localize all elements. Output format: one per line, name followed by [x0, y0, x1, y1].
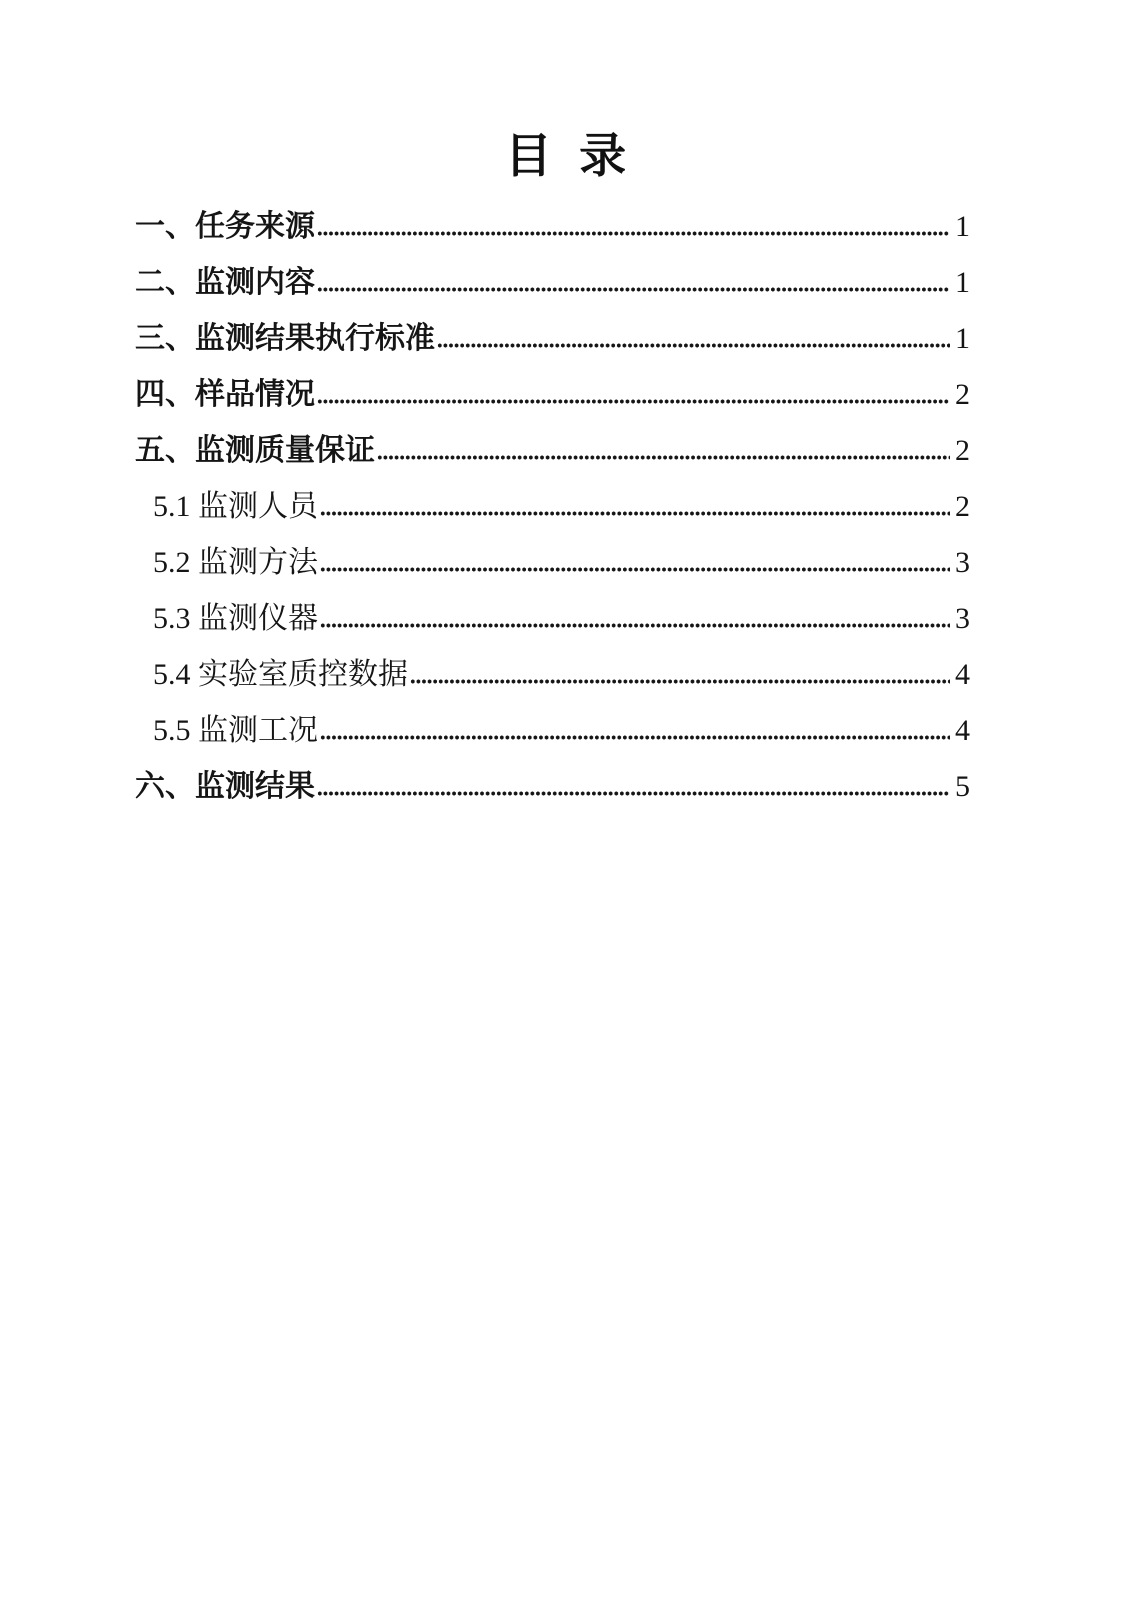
toc-dotted-leader [320, 623, 950, 628]
toc-page-number: 3 [955, 602, 970, 635]
toc-entry-label: 三、监测结果执行标准 [135, 322, 435, 355]
toc-page-number: 2 [955, 378, 970, 411]
toc-page-number: 1 [955, 210, 970, 243]
table-of-contents [0, 199, 1131, 815]
toc-dotted-leader [317, 231, 950, 236]
toc-entry-label: 五、监测质量保证 [135, 434, 375, 467]
toc-page-number: 5 [955, 770, 970, 803]
toc-page-number: 1 [955, 266, 970, 299]
toc-entry-label: 5.1 监测人员 [153, 490, 318, 523]
toc-page-number: 3 [955, 546, 970, 579]
toc-entry[interactable] [135, 591, 970, 647]
toc-entry[interactable] [135, 703, 970, 759]
toc-dotted-leader [317, 791, 950, 796]
toc-page-number: 4 [955, 658, 970, 691]
toc-dotted-leader [377, 455, 950, 460]
toc-dotted-leader [410, 679, 950, 684]
toc-entry[interactable] [135, 535, 970, 591]
page-title: 目录 [504, 131, 654, 183]
toc-entry[interactable] [135, 479, 970, 535]
toc-dotted-leader [317, 287, 950, 292]
toc-page-number: 1 [955, 322, 970, 355]
toc-entry[interactable] [135, 199, 970, 255]
toc-entry-label: 一、任务来源 [135, 210, 315, 243]
toc-entry-label: 二、监测内容 [135, 266, 315, 299]
toc-page-number: 2 [955, 434, 970, 467]
toc-entry[interactable] [135, 759, 970, 815]
toc-dotted-leader [320, 511, 950, 516]
toc-entry[interactable] [135, 367, 970, 423]
toc-entry[interactable] [135, 647, 970, 703]
toc-entry[interactable] [135, 255, 970, 311]
toc-page-number: 2 [955, 490, 970, 523]
toc-entry-label: 5.5 监测工况 [153, 714, 318, 747]
toc-entry-label: 5.4 实验室质控数据 [153, 658, 408, 691]
toc-dotted-leader [320, 735, 950, 740]
toc-dotted-leader [320, 567, 950, 572]
toc-entry[interactable] [135, 311, 970, 367]
toc-entry-label: 5.3 监测仪器 [153, 602, 318, 635]
toc-page-number: 4 [955, 714, 970, 747]
toc-dotted-leader [317, 399, 950, 404]
toc-dotted-leader [437, 343, 950, 348]
toc-entry-label: 5.2 监测方法 [153, 546, 318, 579]
toc-entry-label: 六、监测结果 [135, 770, 315, 803]
toc-entry-label: 四、样品情况 [135, 378, 315, 411]
toc-entry[interactable] [135, 423, 970, 479]
